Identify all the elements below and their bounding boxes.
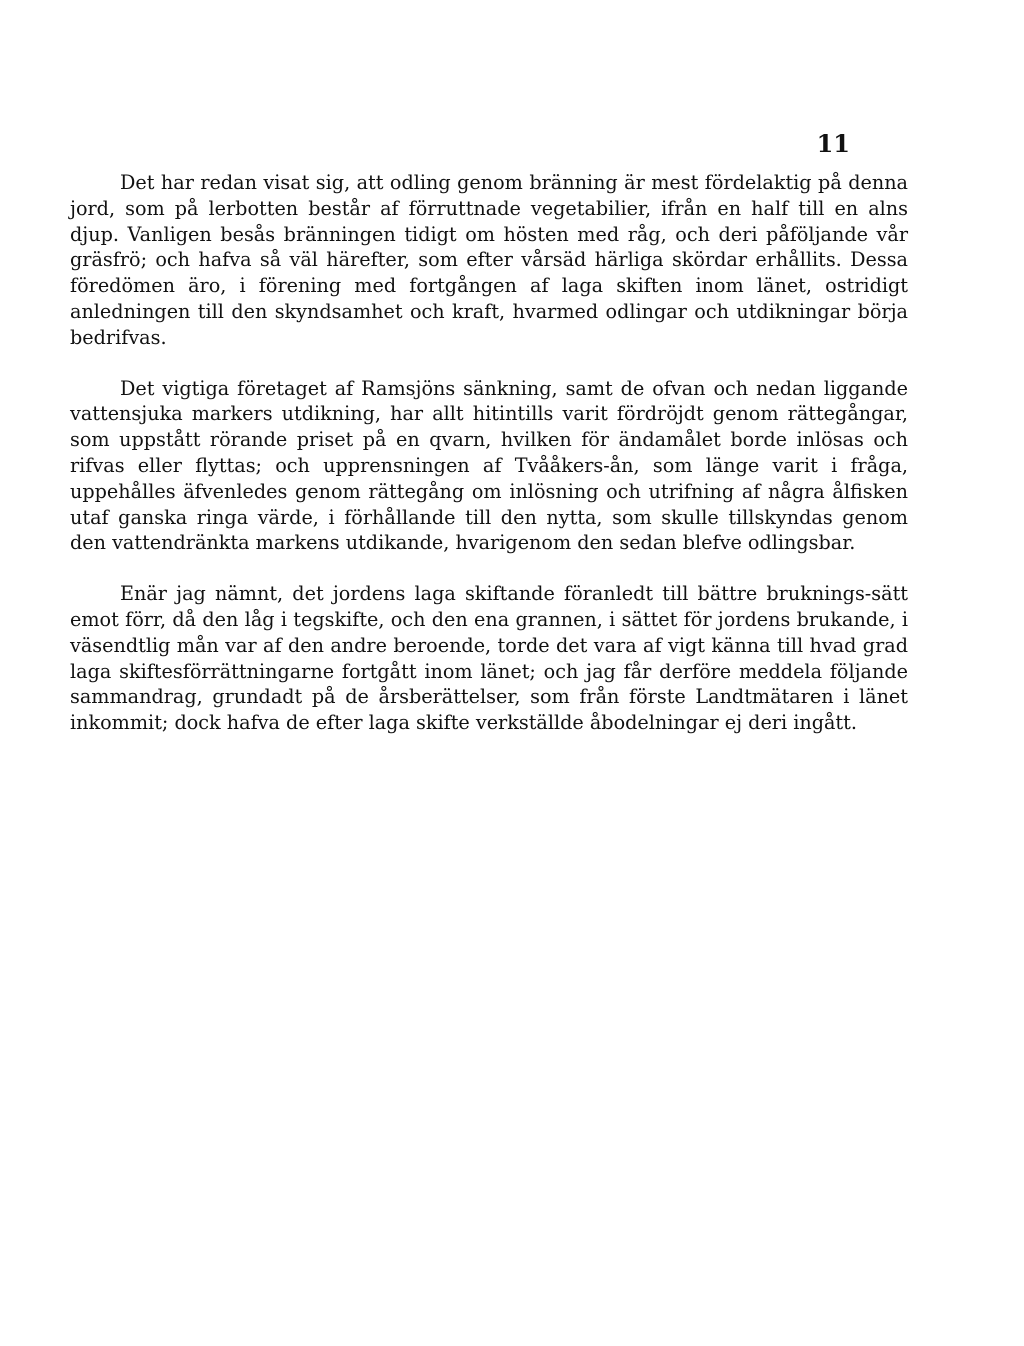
- body-text: [70, 170, 908, 736]
- paragraph-ramsjon: Det vigtiga företaget af Ramsjöns sänkning, samt de ofvan och nedan liggande vattensjuka markers utdikning, har allt hitintills varit fördröjdt genom rättegångar, som uppstått rörande priset på en qvarn, hvilken för ändamålet borde inlösas och rifvas eller flyttas; och upprensningen af Tvååkers-ån, som länge varit i fråga, uppehålles äfvenledes genom rättegång om inlösning och utrifning af några ålfisken utaf ganska ringa värde, i förhållande till den nytta, som skulle tillskyndas genom den vattendränkta markens utdikande, hvarigenom den sedan blefve odlingsbar.: [70, 376, 908, 555]
- paragraph-odling: Det har redan visat sig, att odling genom bränning är mest fördelaktig på denna jord, som på lerbotten består af förruttnade vegetabilier, ifrån en half till en alns djup. Vanligen besås bränningen tidigt om hösten med råg, och deri påföljande vår gräsfrö; och hafva så väl härefter, som efter vårsäd härliga skördar erhållits. Dessa föredömen äro, i förening med fortgången af laga skiften inom länet, ostridigt anledningen till den skyndsamhet och kraft, hvarmed odlingar och utdikningar börja bedrifvas.: [70, 171, 908, 349]
- page-number: 11: [816, 129, 850, 158]
- paragraph-laga-skifte: Enär jag nämnt, det jordens laga skiftande föranledt till bättre bruknings-sätt emot förr, då den låg i tegskifte, och den ena grannen, i sättet för jordens brukande, i väsendtlig mån var af den andre beroende, torde det vara af vigt känna till hvad grad laga skiftesförrättningarne fortgått inom länet; och jag får derföre meddela följande sammandrag, grundadt på de årsberättelser, som från förste Landtmätaren i länet inkommit; dock hafva de efter laga skifte verkställde åbodelningar ej deri ingått.: [70, 582, 908, 735]
